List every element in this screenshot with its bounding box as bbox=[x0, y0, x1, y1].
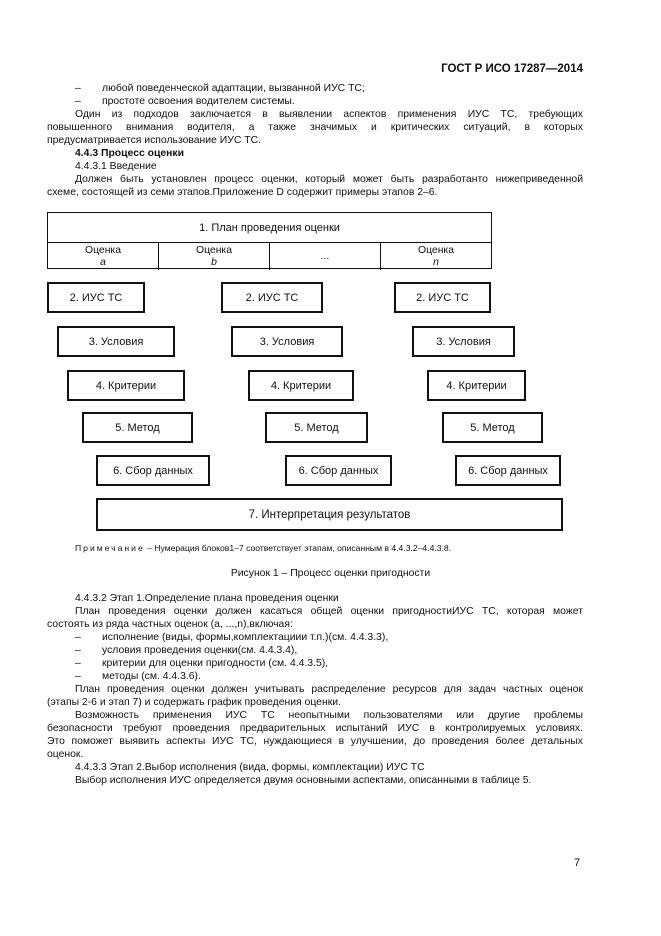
subsection-heading: 4.4.3.1 Введение bbox=[75, 161, 157, 172]
paragraph-line: схеме, состоящей из семи этапов.Приложение D содержит примеры этапов 2–6. bbox=[47, 187, 438, 198]
paragraph-line: Один из подходов заключается в выявлении аспектов применения ИУС ТС, требующих bbox=[75, 109, 583, 120]
evaluation-var: n bbox=[433, 257, 439, 268]
paragraph-line: предусматривается использование ИУС ТС. bbox=[47, 135, 261, 146]
evaluation-cell-ellipsis bbox=[270, 243, 381, 270]
stage-3-box: 3. Условия bbox=[57, 326, 175, 357]
list-item-text: условия проведения оценки(см. 4.4.3.4), bbox=[102, 645, 298, 656]
list-item-text: любой поведенческой адаптации, вызванной ИУС ТС; bbox=[102, 83, 365, 94]
stage-3-box: 3. Условия bbox=[412, 326, 515, 357]
figure-caption: Рисунок 1 – Процесс оценки пригодности bbox=[230, 568, 431, 579]
list-item-text: критерии для оценки пригодности (см. 4.4.3.5), bbox=[102, 658, 329, 669]
list-item-text: методы (см. 4.4.3.6). bbox=[102, 671, 201, 682]
plan-title: 1. План проведения оценки bbox=[48, 213, 491, 243]
subsection-heading: 4.4.3.2 Этап 1.Определение плана проведения оценки bbox=[75, 593, 339, 604]
stage-4-box: 4. Критерии bbox=[248, 370, 354, 401]
evaluation-cell bbox=[48, 243, 159, 270]
paragraph-line: повышенного внимания водителя, а также значимых и критических ситуаций, в которых bbox=[47, 122, 583, 133]
bullet-dash: – bbox=[75, 632, 81, 643]
list-item-text: простоте освоения водителем системы. bbox=[102, 96, 295, 107]
evaluation-label: Оценка bbox=[196, 245, 232, 256]
list-item-text: исполнение (виды, формы,комплектациии т.п.)(см. 4.4.3.3), bbox=[102, 632, 389, 643]
stage-3-box: 3. Условия bbox=[231, 326, 343, 357]
stage-5-box: 5. Метод bbox=[82, 412, 193, 443]
plan-box bbox=[47, 212, 492, 269]
evaluation-cell bbox=[159, 243, 270, 270]
stage-2-box: 2. ИУС ТС bbox=[47, 282, 145, 313]
figure-note bbox=[75, 543, 451, 553]
paragraph-line: Возможность применения ИУС ТС неопытными пользователями или другие проблемы bbox=[75, 710, 583, 721]
stage-4-box: 4. Критерии bbox=[427, 370, 526, 401]
paragraph-line: Это поможет выявить аспекты ИУС ТС, нуждающиеся в улучшении, до проведения более детальных bbox=[47, 736, 583, 747]
stage-5-box: 5. Метод bbox=[442, 412, 543, 443]
stage-7-box: 7. Интерпретация результатов bbox=[96, 498, 563, 531]
paragraph-line: оценок. bbox=[47, 749, 84, 760]
evaluation-label: Оценка bbox=[418, 245, 454, 256]
stage-4-box: 4. Критерии bbox=[67, 370, 185, 401]
paragraph-line: состоять из ряда частных оценок (а, ...,n),включая: bbox=[47, 619, 293, 630]
section-heading: 4.4.3 Процесс оценки bbox=[75, 148, 185, 159]
bullet-dash: – bbox=[75, 96, 81, 107]
evaluation-cell bbox=[381, 243, 491, 270]
bullet-dash: – bbox=[75, 671, 81, 682]
stage-6-box: 6. Сбор данных bbox=[285, 455, 392, 486]
note-label: Примечание bbox=[75, 543, 145, 553]
paragraph-line: План проведения оценки должен учитывать распределение ресурсов для задач частных оценок bbox=[75, 684, 583, 695]
subsection-heading: 4.4.3.3 Этап 2.Выбор исполнения (вида, формы, комплектации) ИУС ТС bbox=[75, 762, 425, 773]
evaluation-label: ... bbox=[320, 251, 330, 262]
bullet-dash: – bbox=[75, 83, 81, 94]
paragraph-line: План проведения оценки должен касаться общей оценки пригодностиИУС ТС, которая может bbox=[75, 606, 583, 617]
note-text: – Нумерация блоков1–7 соответствует этапам, описанным в 4.4.3.2–4.4.3.8. bbox=[144, 543, 452, 553]
stage-2-box: 2. ИУС ТС bbox=[394, 282, 491, 313]
stage-2-box: 2. ИУС ТС bbox=[221, 282, 323, 313]
stage-5-box: 5. Метод bbox=[265, 412, 368, 443]
evaluation-row bbox=[48, 243, 491, 270]
document-code: ГОСТ Р ИСО 17287—2014 bbox=[441, 63, 583, 75]
paragraph-line: Выбор исполнения ИУС определяется двумя основными аспектами, описанными в таблице 5. bbox=[75, 775, 532, 786]
bullet-dash: – bbox=[75, 645, 81, 656]
paragraph-line: безопасности требуют проведения предварительных испытаний ИУС в контролируемых условиях. bbox=[47, 723, 583, 734]
stage-6-box: 6. Сбор данных bbox=[96, 455, 210, 486]
evaluation-var: a bbox=[100, 257, 106, 268]
paragraph-line: (этапы 2-6 и этап 7) и содержать график проведения оценки. bbox=[47, 697, 341, 708]
bullet-dash: – bbox=[75, 658, 81, 669]
stage-6-box: 6. Сбор данных bbox=[455, 455, 561, 486]
evaluation-var: b bbox=[211, 257, 217, 268]
evaluation-label: Оценка bbox=[85, 245, 121, 256]
page-number: 7 bbox=[574, 857, 581, 869]
paragraph-line: Должен быть установлен процесс оценки, который может быть разработанто нижеприведенной bbox=[75, 174, 583, 185]
